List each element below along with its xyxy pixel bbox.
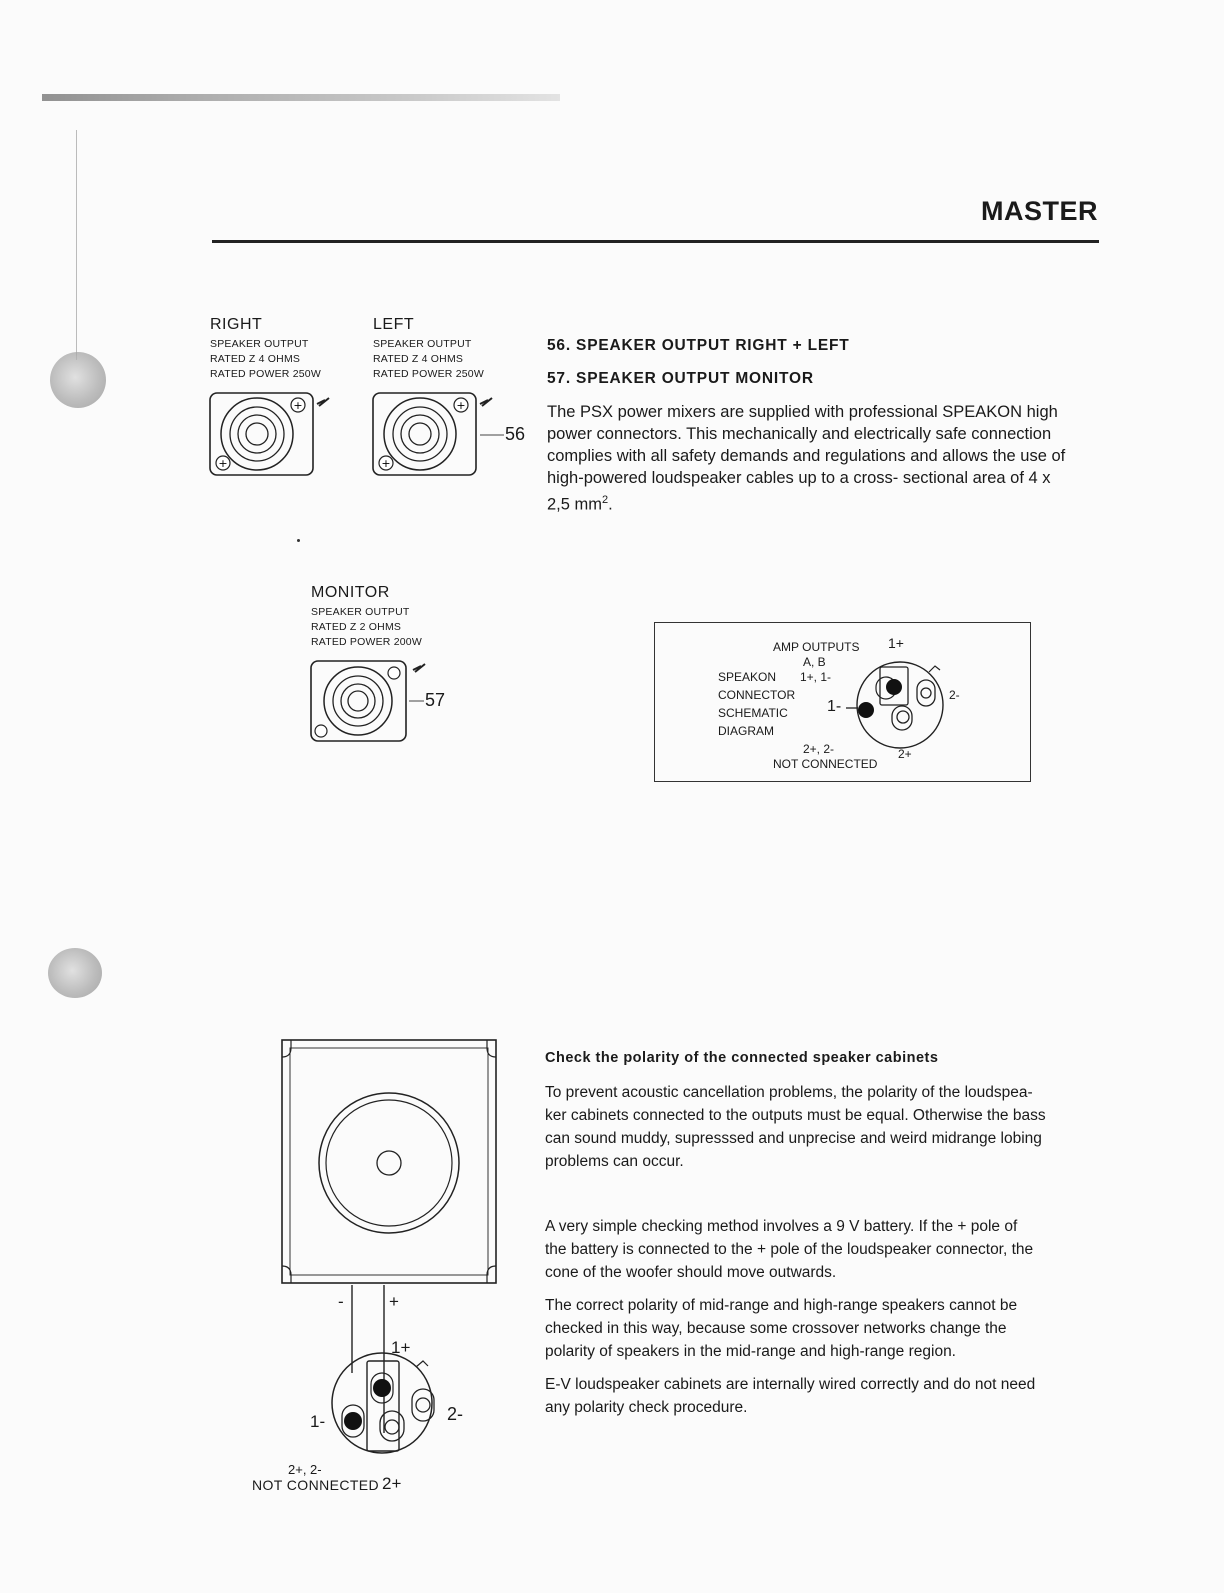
text-line: E-V loudspeaker cabinets are internally wired correctly and do not need <box>545 1376 1036 1393</box>
text-line: problems can occur. <box>545 1153 684 1170</box>
panel-right-label: RIGHT <box>210 316 263 333</box>
text-line: the battery is connected to the + pole of the loudspeaker connector, the <box>545 1241 1034 1258</box>
cabinet-nc-pins: 2+, 2- <box>288 1462 322 1477</box>
text-line: ker cabinets connected to the outputs must be equal. Otherwise the bass <box>545 1107 1046 1124</box>
polarity-para-2 <box>545 1215 1105 1284</box>
text-line: cone of the woofer should move outwards. <box>545 1264 837 1281</box>
cabinet-pin-1minus: 1- <box>310 1412 326 1431</box>
svg-text:+: + <box>218 457 228 470</box>
label-line: DIAGRAM <box>718 724 775 738</box>
amp-outputs-pins: 1+, 1- <box>800 670 832 684</box>
text-line: The PSX power mixers are supplied with professional SPEAKON high <box>547 403 1058 421</box>
text-line <box>547 489 1107 516</box>
scan-dot <box>297 539 300 542</box>
pin-2minus-label: 2- <box>949 688 960 702</box>
cable-plus-label: + <box>389 1292 399 1311</box>
panel-left-label: LEFT <box>373 316 415 333</box>
scan-margin-line <box>76 130 77 360</box>
panel-monitor <box>311 584 422 650</box>
panel-monitor-spec <box>311 605 422 650</box>
page-title: MASTER <box>981 196 1098 226</box>
text-line: complies with all safety demands and regulations and allows the use of <box>547 447 1066 465</box>
superscript: 2 <box>602 494 609 506</box>
text-line: A very simple checking method involves a 9 V battery. If the + pole of <box>545 1218 1018 1235</box>
svg-text:+: + <box>456 399 466 412</box>
cabinet-pin-2minus: 2- <box>447 1404 464 1424</box>
label-line: CONNECTOR <box>718 688 796 702</box>
label-line: SPEAKON <box>718 670 777 684</box>
text-line: polarity of speakers in the mid-range and high-range region. <box>545 1343 956 1360</box>
text-fragment: 2,5 mm <box>547 495 603 514</box>
text-line: checked in this way, because some crossover networks change the <box>545 1320 1007 1337</box>
panel-left <box>373 316 484 382</box>
pin-2plus-label: 2+ <box>898 747 912 761</box>
spec-line: RATED POWER 250W <box>373 368 484 380</box>
callout-57: 57 <box>425 690 446 710</box>
panel-monitor-label: MONITOR <box>311 584 390 601</box>
cabinet-not-connected: NOT CONNECTED <box>252 1477 380 1493</box>
schematic-label <box>718 668 795 740</box>
speakon-socket-left <box>368 390 508 482</box>
cable-minus-label: - <box>338 1292 344 1311</box>
panel-right <box>210 316 321 382</box>
spec-line: RATED Z 2 OHMS <box>311 621 402 633</box>
pin-1minus-label: 1- <box>827 698 842 715</box>
label-line: SCHEMATIC <box>718 706 788 720</box>
speakon-socket-right <box>205 390 345 482</box>
amp-outputs-ab: A, B <box>803 655 826 669</box>
spec-line: RATED POWER 250W <box>210 368 321 380</box>
spec-line: RATED POWER 200W <box>311 636 422 648</box>
text-line: any polarity check procedure. <box>545 1399 748 1416</box>
speakon-description <box>547 401 1107 516</box>
text-fragment: . <box>608 495 613 514</box>
not-connected-label: NOT CONNECTED <box>773 757 878 771</box>
spacer <box>270 1583 510 1593</box>
nc-pins-label: 2+, 2- <box>803 742 835 756</box>
panel-left-spec <box>373 337 484 382</box>
speakon-socket-monitor <box>306 658 436 746</box>
scan-artifact-bar <box>42 94 560 101</box>
polarity-para-4 <box>545 1373 1105 1419</box>
cabinet-pin-2plus: 2+ <box>382 1474 402 1493</box>
speakon-connector-diagram <box>840 650 950 750</box>
binder-hole <box>48 948 102 998</box>
header-rule <box>212 240 1099 243</box>
binder-hole <box>50 352 106 408</box>
text-line: To prevent acoustic cancellation problems, the polarity of the loudspea- <box>545 1084 1033 1101</box>
spec-line: SPEAKER OUTPUT <box>311 606 410 618</box>
spec-line: SPEAKER OUTPUT <box>373 338 472 350</box>
polarity-heading: Check the polarity of the connected speaker cabinets <box>545 1050 939 1066</box>
cabinet-pin-1plus: 1+ <box>391 1338 411 1357</box>
pin-1plus-label: 1+ <box>888 635 904 651</box>
heading-56: 56. SPEAKER OUTPUT RIGHT + LEFT <box>547 337 850 354</box>
callout-56: 56 <box>505 424 526 444</box>
amp-outputs-label: AMP OUTPUTS <box>773 640 860 654</box>
polarity-para-1 <box>545 1081 1105 1173</box>
spec-line: RATED Z 4 OHMS <box>210 353 301 365</box>
polarity-para-3 <box>545 1294 1105 1363</box>
svg-text:+: + <box>293 399 303 412</box>
spec-line: RATED Z 4 OHMS <box>373 353 464 365</box>
svg-text:+: + <box>381 457 391 470</box>
spec-line: SPEAKER OUTPUT <box>210 338 309 350</box>
heading-57: 57. SPEAKER OUTPUT MONITOR <box>547 370 814 387</box>
text-line: power connectors. This mechanically and electrically safe connection <box>547 425 1052 443</box>
text-line: high-powered loudspeaker cables up to a cross- sectional area of 4 x <box>547 469 1051 487</box>
panel-right-spec <box>210 337 321 382</box>
woofer-cabinet-box <box>270 1035 510 1290</box>
text-line: The correct polarity of mid-range and high-range speakers cannot be <box>545 1297 1018 1314</box>
text-line: can sound muddy, supresssed and unprecise and weird midrange lobing <box>545 1130 1042 1147</box>
